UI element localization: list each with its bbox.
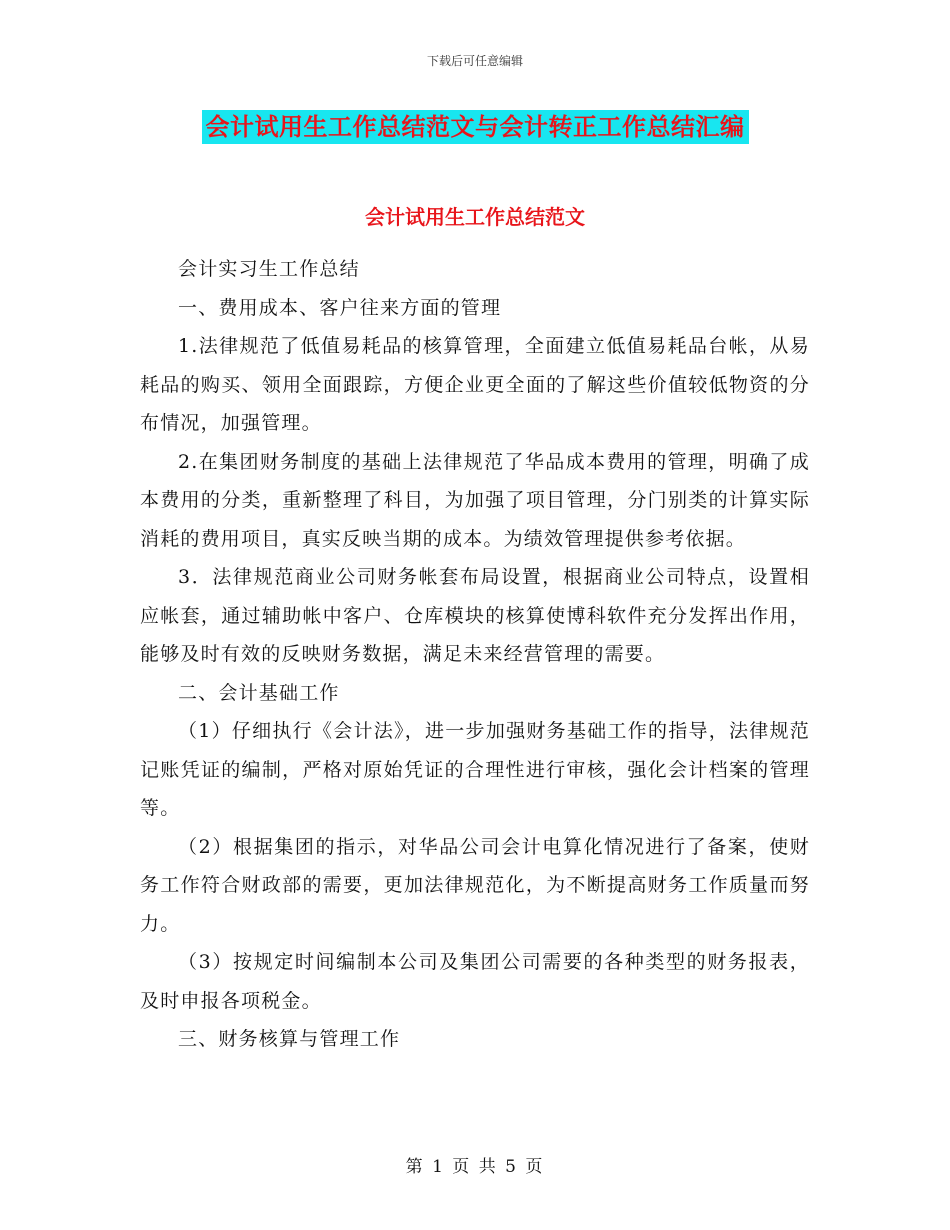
page-footer: 第 1 页 共 5 页 bbox=[405, 1157, 545, 1177]
paragraph: （1）仔细执行《会计法》，进一步加强财务基础工作的指导，法律规范记账凭证的编制，严格对原始凭证的合理性进行审核，强化会计档案的管理等。 bbox=[140, 720, 810, 819]
main-title: 会计试用生工作总结范文与会计转正工作总结汇编 bbox=[202, 110, 749, 144]
paragraph: 2.在集团财务制度的基础上法律规范了华品成本费用的管理，明确了成本费用的分类，重新整理了科目，为加强了项目管理，分门别类的计算实际消耗的费用项目，真实反映当期的成本。为绩效管理提供参考依据。 bbox=[140, 450, 810, 550]
section-title: 会计试用生工作总结范文 bbox=[365, 205, 585, 229]
paragraph: 1.法律规范了低值易耗品的核算管理，全面建立低值易耗品台帐，从易耗品的购买、领用全面跟踪，方便企业更全面的了解这些价值较低物资的分布情况，加强管理。 bbox=[140, 335, 810, 434]
header-note: 下载后可任意编辑 bbox=[426, 54, 523, 68]
section-heading-3: 三、财务核算与管理工作 bbox=[178, 1028, 401, 1050]
body-content bbox=[140, 250, 810, 1059]
paragraph: （3）按规定时间编制本公司及集团公司需要的各种类型的财务报表，及时申报各项税金。 bbox=[140, 951, 810, 1012]
paragraph: （2）根据集团的指示，对华品公司会计电算化情况进行了备案，使财务工作符合财政部的需要，更加法律规范化，为不断提高财务工作质量而努力。 bbox=[140, 835, 810, 935]
main-title-wrapper bbox=[0, 110, 950, 144]
section-heading-1: 一、费用成本、客户往来方面的管理 bbox=[178, 296, 502, 319]
paragraph: 3．法律规范商业公司财务帐套布局设置，根据商业公司特点，设置相应帐套，通过辅助帐中客户、仓库模块的核算使博科软件充分发挥出作用，能够及时有效的反映财务数据，满足未来经营管理的需要。 bbox=[140, 566, 810, 665]
section-heading-2: 二、会计基础工作 bbox=[178, 681, 340, 704]
paragraph-heading: 会计实习生工作总结 bbox=[178, 258, 360, 280]
